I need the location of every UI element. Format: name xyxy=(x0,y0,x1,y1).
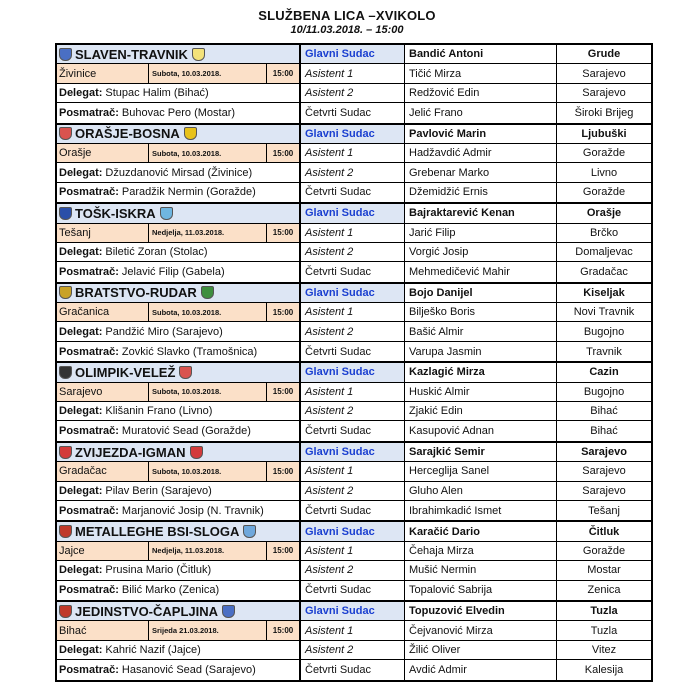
match-observer-row xyxy=(57,103,651,122)
match-date: Subota, 10.03.2018. xyxy=(149,64,267,82)
fourth-official-city: Tešanj xyxy=(588,504,620,517)
match-time: 15:00 xyxy=(267,621,299,639)
assistant2-city: Vitez xyxy=(591,643,617,656)
role-label: Glavni Sudac xyxy=(301,443,405,461)
match-observer-row xyxy=(57,421,651,440)
match-date: Nedjelja, 11.03.2018. xyxy=(149,542,267,560)
delegate-name: Klišanin Frano (Livno) xyxy=(105,405,213,418)
delegate-label: Delegat: xyxy=(59,564,103,577)
match-observer-row xyxy=(57,262,651,281)
page-title: SLUŽBENA LICA –XVIKOLO xyxy=(258,8,436,23)
assistant2-city: Bihać xyxy=(590,405,618,418)
assistant2-name: Bašić Almir xyxy=(405,322,557,340)
match-block xyxy=(57,522,651,602)
role-label: Četvrti Sudac xyxy=(301,183,405,202)
match-teams: SLAVEN-TRAVNIK xyxy=(75,46,188,62)
assistant1-name: Bilješko Boris xyxy=(405,303,557,321)
fourth-official-name: Topalović Sabrija xyxy=(405,581,557,600)
match-block xyxy=(57,443,651,523)
assistant2-city: Mostar xyxy=(587,564,621,577)
role-label: Asistent 1 xyxy=(301,621,405,639)
away-crest-icon xyxy=(179,366,192,379)
assistant1-name: Tičić Mirza xyxy=(405,64,557,82)
role-label: Asistent 2 xyxy=(301,402,405,420)
away-crest-icon xyxy=(201,286,214,299)
venue-cell xyxy=(57,383,301,401)
referee-city: Cazin xyxy=(589,366,619,379)
fourth-official-name: Džemidžić Ernis xyxy=(405,183,557,202)
role-label: Četvrti Sudac xyxy=(301,501,405,520)
match-delegate-row xyxy=(57,482,651,501)
observer-cell xyxy=(57,421,301,440)
match-venue: Orašje xyxy=(57,144,149,162)
role-label: Četvrti Sudac xyxy=(301,342,405,361)
match-time: 15:00 xyxy=(267,383,299,401)
match-block xyxy=(57,602,651,680)
fourth-official-city: Travnik xyxy=(586,345,622,358)
match-venue-row xyxy=(57,462,651,481)
observer-label: Posmatrač: xyxy=(59,663,119,676)
delegate-cell xyxy=(57,84,301,102)
venue-cell xyxy=(57,303,301,321)
assistant1-name: Čehaja Mirza xyxy=(405,542,557,560)
observer-name: Paradžik Nermin (Goražde) xyxy=(121,186,256,199)
delegate-label: Delegat: xyxy=(59,484,103,497)
delegate-name: Džuzdanović Mirsad (Živinice) xyxy=(105,166,253,179)
match-venue-row xyxy=(57,303,651,322)
role-label: Asistent 1 xyxy=(301,462,405,480)
referee-city: Kiseljak xyxy=(583,286,625,299)
match-header-row xyxy=(57,204,651,223)
home-crest-icon xyxy=(59,48,72,61)
match-date: Subota, 10.03.2018. xyxy=(149,144,267,162)
match-time: 15:00 xyxy=(267,64,299,82)
delegate-name: Biletić Zoran (Stolac) xyxy=(105,246,208,259)
delegate-name: Pandžić Miro (Sarajevo) xyxy=(105,325,223,338)
assistant2-city: Livno xyxy=(590,166,618,179)
role-label: Glavni Sudac xyxy=(301,602,405,620)
venue-cell xyxy=(57,462,301,480)
role-label: Glavni Sudac xyxy=(301,363,405,381)
observer-name: Buhovac Pero (Mostar) xyxy=(121,106,236,119)
home-crest-icon xyxy=(59,446,72,459)
match-time: 15:00 xyxy=(267,224,299,242)
match-date: Subota, 10.03.2018. xyxy=(149,383,267,401)
delegate-cell xyxy=(57,243,301,261)
match-venue: Živinice xyxy=(57,64,149,82)
match-venue: Sarajevo xyxy=(57,383,149,401)
fourth-official-name: Ibrahimkadić Ismet xyxy=(405,501,557,520)
referee-name: Bajraktarević Kenan xyxy=(405,204,557,222)
match-teams: JEDINSTVO-ČAPLJINA xyxy=(75,603,219,619)
role-label: Glavni Sudac xyxy=(301,204,405,222)
match-teams-cell xyxy=(57,125,301,143)
role-label: Četvrti Sudac xyxy=(301,581,405,600)
referee-name: Kazlagić Mirza xyxy=(405,363,557,381)
away-crest-icon xyxy=(184,127,197,140)
officials-table xyxy=(55,43,653,682)
role-label: Asistent 2 xyxy=(301,641,405,659)
match-date: Subota, 10.03.2018. xyxy=(149,303,267,321)
match-teams-cell xyxy=(57,45,301,63)
fourth-official-name: Mehmedičević Mahir xyxy=(405,262,557,281)
referee-city: Tuzla xyxy=(590,605,618,618)
match-venue: Tešanj xyxy=(57,224,149,242)
home-crest-icon xyxy=(59,366,72,379)
match-delegate-row xyxy=(57,641,651,660)
delegate-label: Delegat: xyxy=(59,325,103,338)
match-teams-cell xyxy=(57,363,301,381)
referee-city: Orašje xyxy=(586,207,622,220)
assistant2-name: Redžović Edin xyxy=(405,84,557,102)
match-teams: BRATSTVO-RUDAR xyxy=(75,285,197,301)
assistant1-city: Novi Travnik xyxy=(573,306,635,319)
match-venue-row xyxy=(57,64,651,83)
delegate-name: Kahrić Nazif (Jajce) xyxy=(105,643,201,656)
observer-name: Marjanović Josip (N. Travnik) xyxy=(121,504,264,517)
referee-city: Grude xyxy=(587,48,621,61)
observer-cell xyxy=(57,501,301,520)
role-label: Asistent 2 xyxy=(301,84,405,102)
match-date: Subota, 10.03.2018. xyxy=(149,462,267,480)
match-block xyxy=(57,204,651,284)
role-label: Glavni Sudac xyxy=(301,125,405,143)
match-venue: Gračanica xyxy=(57,303,149,321)
observer-cell xyxy=(57,183,301,202)
fourth-official-name: Avdić Admir xyxy=(405,660,557,679)
assistant2-name: Grebenar Marko xyxy=(405,163,557,181)
role-label: Asistent 1 xyxy=(301,542,405,560)
assistant1-city: Sarajevo xyxy=(582,465,626,478)
fourth-official-city: Bihać xyxy=(590,425,618,438)
match-observer-row xyxy=(57,342,651,361)
match-time: 15:00 xyxy=(267,303,299,321)
observer-label: Posmatrač: xyxy=(59,186,119,199)
role-label: Asistent 1 xyxy=(301,383,405,401)
assistant2-city: Bugojno xyxy=(583,325,625,338)
fourth-official-name: Jelić Frano xyxy=(405,103,557,122)
observer-label: Posmatrač: xyxy=(59,584,119,597)
delegate-cell xyxy=(57,482,301,500)
delegate-label: Delegat: xyxy=(59,166,103,179)
match-date: Nedjelja, 11.03.2018. xyxy=(149,224,267,242)
venue-cell xyxy=(57,144,301,162)
delegate-cell xyxy=(57,163,301,181)
venue-cell xyxy=(57,542,301,560)
fourth-official-name: Kasupović Adnan xyxy=(405,421,557,440)
observer-name: Zovkić Slavko (Tramošnica) xyxy=(121,345,258,358)
away-crest-icon xyxy=(190,446,203,459)
referee-city: Ljubuški xyxy=(581,127,627,140)
assistant1-city: Goražde xyxy=(582,544,626,557)
match-time: 15:00 xyxy=(267,144,299,162)
assistant1-city: Brčko xyxy=(589,226,619,239)
match-block xyxy=(57,45,651,125)
match-teams-cell xyxy=(57,522,301,540)
delegate-cell xyxy=(57,322,301,340)
match-header-row xyxy=(57,284,651,303)
delegate-name: Pilav Berin (Sarajevo) xyxy=(105,484,212,497)
away-crest-icon xyxy=(222,605,235,618)
away-crest-icon xyxy=(243,525,256,538)
assistant2-name: Mušić Nermin xyxy=(405,561,557,579)
fourth-official-city: Kalesija xyxy=(584,663,624,676)
role-label: Četvrti Sudac xyxy=(301,103,405,122)
venue-cell xyxy=(57,224,301,242)
delegate-cell xyxy=(57,402,301,420)
observer-label: Posmatrač: xyxy=(59,106,119,119)
match-header-row xyxy=(57,522,651,541)
assistant1-name: Huskić Almir xyxy=(405,383,557,401)
venue-cell xyxy=(57,621,301,639)
match-header-row xyxy=(57,45,651,64)
match-delegate-row xyxy=(57,163,651,182)
role-label: Asistent 2 xyxy=(301,322,405,340)
delegate-label: Delegat: xyxy=(59,405,103,418)
match-observer-row xyxy=(57,183,651,202)
role-label: Glavni Sudac xyxy=(301,284,405,302)
match-block xyxy=(57,125,651,205)
assistant2-name: Gluho Alen xyxy=(405,482,557,500)
match-venue-row xyxy=(57,144,651,163)
match-date: Srijeda 21.03.2018. xyxy=(149,621,267,639)
match-venue: Gradačac xyxy=(57,462,149,480)
page-subtitle: 10/11.03.2018. – 15:00 xyxy=(290,24,404,36)
assistant1-city: Sarajevo xyxy=(582,67,626,80)
match-venue-row xyxy=(57,621,651,640)
match-block xyxy=(57,284,651,364)
assistant1-city: Tuzla xyxy=(590,624,618,637)
match-teams-cell xyxy=(57,443,301,461)
referee-city: Sarajevo xyxy=(581,446,627,458)
delegate-cell xyxy=(57,641,301,659)
match-delegate-row xyxy=(57,561,651,580)
observer-name: Hasanović Sead (Sarajevo) xyxy=(121,663,256,676)
match-block xyxy=(57,363,651,443)
match-delegate-row xyxy=(57,322,651,341)
role-label: Četvrti Sudac xyxy=(301,421,405,440)
fourth-official-city: Goražde xyxy=(582,186,626,199)
match-header-row xyxy=(57,125,651,144)
match-teams: ZVIJEZDA-IGMAN xyxy=(75,444,186,460)
fourth-official-city: Zenica xyxy=(587,584,621,597)
assistant1-city: Goražde xyxy=(582,147,626,160)
match-header-row xyxy=(57,363,651,382)
match-teams: OLIMPIK-VELEŽ xyxy=(75,364,176,380)
assistant2-name: Vorgić Josip xyxy=(405,243,557,261)
match-teams-cell xyxy=(57,204,301,222)
match-teams-cell xyxy=(57,602,301,620)
fourth-official-city: Široki Brijeg xyxy=(574,106,634,119)
role-label: Asistent 2 xyxy=(301,561,405,579)
role-label: Asistent 2 xyxy=(301,163,405,181)
assistant2-name: Zjakić Edin xyxy=(405,402,557,420)
assistant1-name: Čejvanović Mirza xyxy=(405,621,557,639)
observer-label: Posmatrač: xyxy=(59,265,119,278)
match-teams-cell xyxy=(57,284,301,302)
match-venue-row xyxy=(57,383,651,402)
observer-label: Posmatrač: xyxy=(59,425,119,438)
match-observer-row xyxy=(57,581,651,600)
referee-name: Karačić Dario xyxy=(405,522,557,540)
observer-cell xyxy=(57,262,301,281)
fourth-official-city: Gradačac xyxy=(580,265,628,278)
delegate-name: Prusina Mario (Čitluk) xyxy=(105,564,212,577)
referee-name: Bandić Antoni xyxy=(405,45,557,63)
role-label: Asistent 1 xyxy=(301,64,405,82)
match-delegate-row xyxy=(57,84,651,103)
role-label: Asistent 2 xyxy=(301,243,405,261)
match-header-row xyxy=(57,443,651,462)
observer-label: Posmatrač: xyxy=(59,504,119,517)
delegate-label: Delegat: xyxy=(59,86,103,99)
referee-name: Bojo Danijel xyxy=(405,284,557,302)
match-time: 15:00 xyxy=(267,542,299,560)
referee-name: Pavlović Marin xyxy=(405,125,557,143)
home-crest-icon xyxy=(59,525,72,538)
role-label: Asistent 1 xyxy=(301,303,405,321)
referee-city: Čitluk xyxy=(588,525,620,538)
match-teams: TOŠK-ISKRA xyxy=(75,205,156,221)
role-label: Četvrti Sudac xyxy=(301,660,405,679)
role-label: Glavni Sudac xyxy=(301,45,405,63)
assistant1-city: Bugojno xyxy=(583,385,625,398)
home-crest-icon xyxy=(59,286,72,299)
referee-name: Sarajkić Semir xyxy=(405,443,557,461)
match-teams: METALLEGHE BSI-SLOGA xyxy=(75,524,240,540)
observer-name: Bilić Marko (Zenica) xyxy=(121,584,220,597)
delegate-cell xyxy=(57,561,301,579)
match-header-row xyxy=(57,602,651,621)
assistant2-city: Sarajevo xyxy=(582,86,626,99)
observer-label: Posmatrač: xyxy=(59,345,119,358)
assistant2-city: Sarajevo xyxy=(582,484,626,497)
match-observer-row xyxy=(57,501,651,520)
observer-cell xyxy=(57,581,301,600)
match-teams: ORAŠJE-BOSNA xyxy=(75,126,180,142)
match-venue: Bihać xyxy=(57,621,149,639)
match-time: 15:00 xyxy=(267,462,299,480)
assistant1-name: Herceglija Sanel xyxy=(405,462,557,480)
home-crest-icon xyxy=(59,605,72,618)
referee-name: Topuzović Elvedin xyxy=(405,602,557,620)
delegate-label: Delegat: xyxy=(59,643,103,656)
home-crest-icon xyxy=(59,207,72,220)
observer-cell xyxy=(57,342,301,361)
match-venue-row xyxy=(57,224,651,243)
assistant2-name: Žilić Oliver xyxy=(405,641,557,659)
observer-cell xyxy=(57,103,301,122)
home-crest-icon xyxy=(59,127,72,140)
away-crest-icon xyxy=(192,48,205,61)
match-venue-row xyxy=(57,542,651,561)
observer-name: Muratović Sead (Goražde) xyxy=(121,425,251,438)
fourth-official-name: Varupa Jasmin xyxy=(405,342,557,361)
match-venue: Jajce xyxy=(57,542,149,560)
role-label: Četvrti Sudac xyxy=(301,262,405,281)
venue-cell xyxy=(57,64,301,82)
role-label: Asistent 2 xyxy=(301,482,405,500)
role-label: Glavni Sudac xyxy=(301,522,405,540)
role-label: Asistent 1 xyxy=(301,144,405,162)
assistant1-name: Jarić Filip xyxy=(405,224,557,242)
assistant2-city: Domaljevac xyxy=(575,246,633,259)
role-label: Asistent 1 xyxy=(301,224,405,242)
observer-name: Jelavić Filip (Gabela) xyxy=(121,265,225,278)
assistant1-name: Hadžavdić Admir xyxy=(405,144,557,162)
away-crest-icon xyxy=(160,207,173,220)
match-delegate-row xyxy=(57,243,651,262)
delegate-name: Stupac Halim (Bihać) xyxy=(105,86,209,99)
match-delegate-row xyxy=(57,402,651,421)
delegate-label: Delegat: xyxy=(59,246,103,259)
